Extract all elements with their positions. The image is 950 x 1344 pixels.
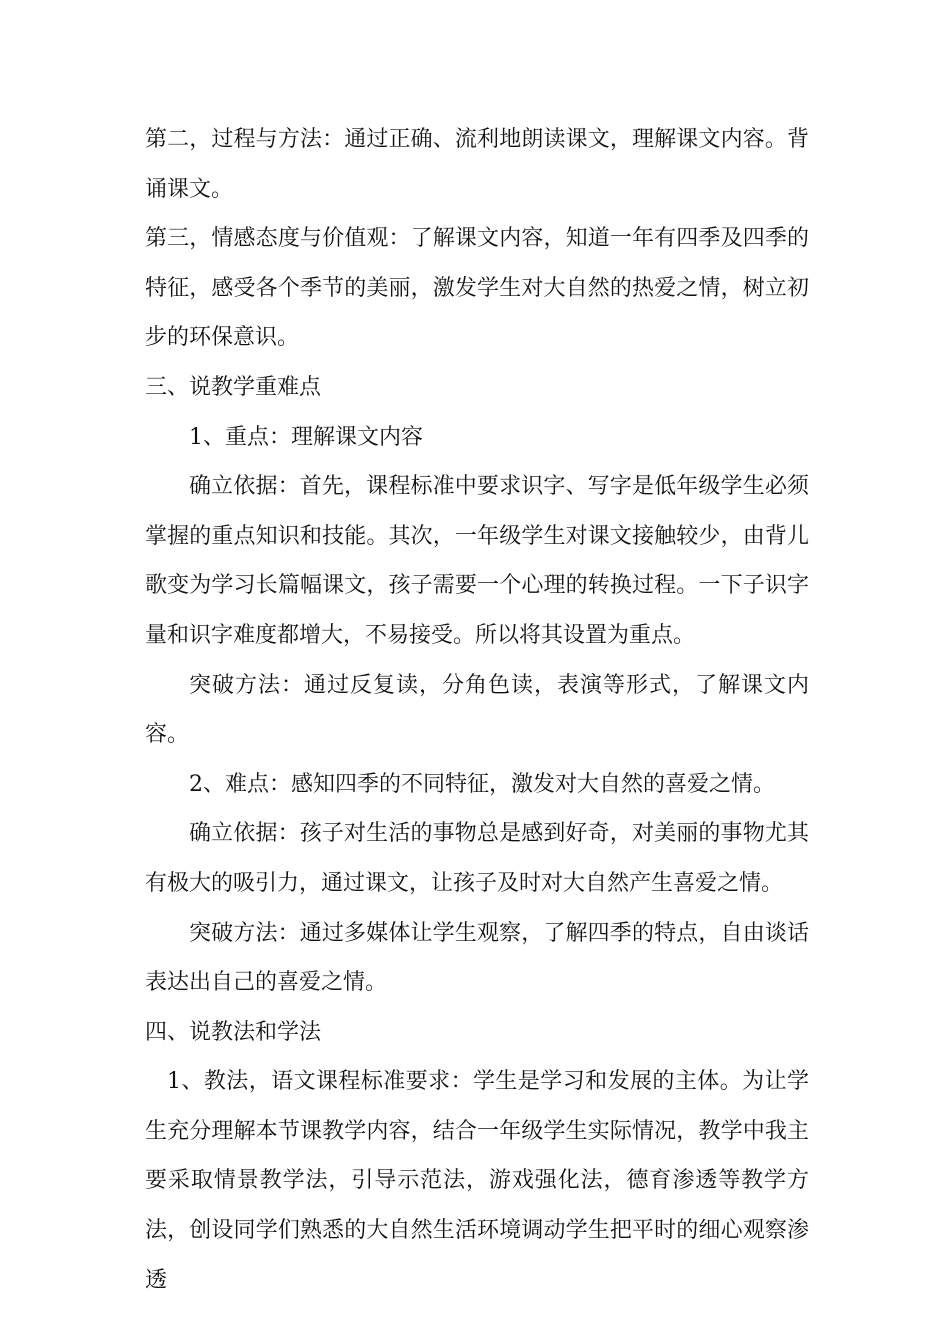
paragraph-difficult-point-method: 突破方法：通过多媒体让学生观察，了解四季的特点，自由谈话表达出自己的喜爱之情。 [145, 920, 809, 996]
paragraph-difficult-point-basis: 确立依据：孩子对生活的事物总是感到好奇，对美丽的事物尤其有极大的吸引力，通过课文，让孩子及时对大自然产生喜爱之情。 [145, 821, 809, 896]
paragraph-key-point-basis: 确立依据：首先，课程标准中要求识字、写字是低年级学生必须掌握的重点知识和技能。其次，一年级学生对课文接触较少，由背儿歌变为学习长篇幅课文，孩子需要一个心理的转换过程。一下子识字量和识字难度都增大，不易接受。所以将其设置为重点。 [145, 474, 809, 648]
paragraph-key-point: 1、重点：理解课文内容 [189, 424, 423, 450]
paragraph-emotion-values: 第三，情感态度与价值观：了解课文内容，知道一年有四季及四季的特征，感受各个季节的美丽，激发学生对大自然的热爱之情，树立初步的环保意识。 [145, 226, 809, 351]
paragraph-difficult-point: 2、难点：感知四季的不同特征，激发对大自然的喜爱之情。 [189, 771, 775, 797]
paragraph-key-point-method: 突破方法：通过反复读，分角色读，表演等形式，了解课文内容。 [145, 672, 809, 748]
paragraph-process-method: 第二，过程与方法：通过正确、流利地朗读课文，理解课文内容。背诵课文。 [145, 127, 809, 202]
section-heading-key-difficult-points: 三、说教学重难点 [145, 374, 322, 400]
paragraph-teaching-method: 1、教法，语文课程标准要求：学生是学习和发展的主体。为让学生充分理解本节课教学内容，结合一年级学生实际情况，教学中我主要采取情景教学法，引导示范法，游戏强化法，德育渗透等教学方法，创设同学们熟悉的大自然生活环境调动学生把平时的细心观察渗透 [145, 1069, 809, 1293]
section-heading-teaching-learning-methods: 四、说教法和学法 [145, 1019, 322, 1045]
document-body [145, 115, 809, 1305]
